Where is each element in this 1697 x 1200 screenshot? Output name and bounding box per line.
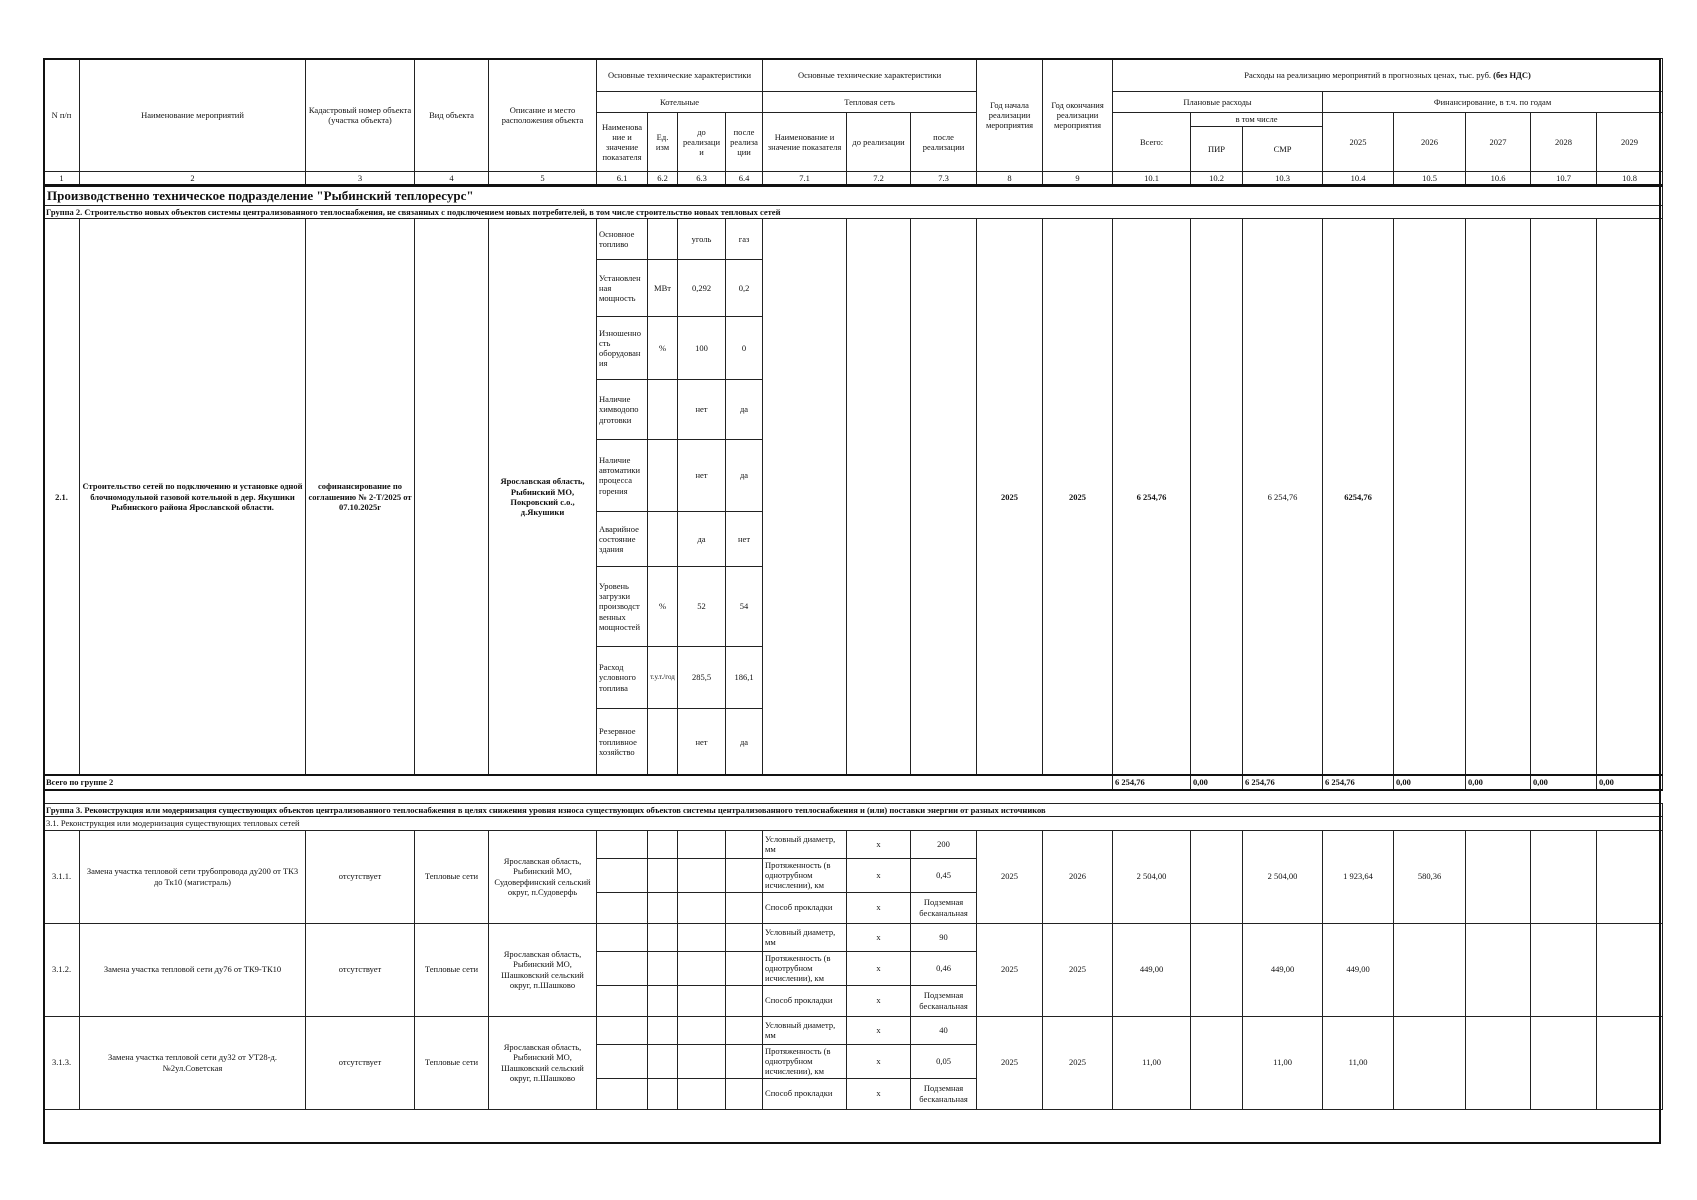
net-param-before: х <box>847 1016 911 1044</box>
param-name: Расход условного топлива <box>597 646 648 708</box>
header-description: Описание и место расположения объекта <box>489 59 597 172</box>
item-2028 <box>1531 830 1597 923</box>
net-param-name: Протяженность (в однотрубном исчислении), км <box>763 951 847 985</box>
net-param-after: Подземная бесканальная <box>911 985 977 1016</box>
net-param-before: х <box>847 858 911 892</box>
header-boiler-unit: Ед. изм <box>648 113 678 172</box>
boiler-before <box>678 1078 726 1109</box>
boiler-unit <box>648 858 678 892</box>
item-year-start: 2025 <box>977 830 1043 923</box>
item-2027 <box>1466 923 1531 1016</box>
item-total: 11,00 <box>1113 1016 1191 1109</box>
net-param-name: Условный диаметр, мм <box>763 923 847 951</box>
item-smr: 2 504,00 <box>1243 830 1323 923</box>
param-after: да <box>726 379 763 439</box>
net-param-after: Подземная бесканальная <box>911 892 977 923</box>
item-description: Ярославская область, Рыбинский МО, Судоверфинский сельский округ, п.Судоверфь <box>489 830 597 923</box>
param-name: Наличие автоматики процесса горения <box>597 439 648 511</box>
param-after: 54 <box>726 566 763 646</box>
section-title: Производственно техническое подразделение "Рыбинский теплоресурс" <box>44 186 1663 206</box>
boiler-param <box>597 1078 648 1109</box>
item-2-1-2025: 6254,76 <box>1323 218 1394 775</box>
item-pir <box>1191 923 1243 1016</box>
net-param-name: Условный диаметр, мм <box>763 830 847 858</box>
column-number: 10.4 <box>1323 172 1394 186</box>
boiler-param <box>597 1016 648 1044</box>
param-after: нет <box>726 511 763 566</box>
param-unit: т.у.т./год <box>648 646 678 708</box>
item-2-1-year-start: 2025 <box>977 218 1043 775</box>
boiler-after <box>726 1044 763 1078</box>
item-year-end: 2026 <box>1043 830 1113 923</box>
param-before: нет <box>678 708 726 775</box>
header-year-2028: 2028 <box>1531 113 1597 172</box>
boiler-before <box>678 830 726 858</box>
header-year-2027: 2027 <box>1466 113 1531 172</box>
table-row <box>44 923 1663 951</box>
item-2027 <box>1466 1016 1531 1109</box>
boiler-unit <box>648 985 678 1016</box>
header-financing: Финансирование, в т.ч. по годам <box>1323 92 1663 113</box>
boiler-after <box>726 830 763 858</box>
net-before <box>847 218 911 775</box>
net-param-after: 90 <box>911 923 977 951</box>
item-2026 <box>1394 923 1466 1016</box>
param-unit: % <box>648 316 678 379</box>
header-costs-text: Расходы на реализацию мероприятий в прогнозных ценах, тыс. руб. <box>1244 69 1492 80</box>
net-param-name: Протяженность (в однотрубном исчислении), км <box>763 1044 847 1078</box>
net-param-before: х <box>847 892 911 923</box>
group2-total-2028: 0,00 <box>1531 775 1597 789</box>
param-after: газ <box>726 218 763 259</box>
param-unit <box>648 218 678 259</box>
group3-subtitle: 3.1. Реконструкция или модернизация существующих тепловых сетей <box>44 817 1663 830</box>
param-after: да <box>726 708 763 775</box>
param-before: 52 <box>678 566 726 646</box>
item-2028 <box>1531 923 1597 1016</box>
item-cadastral: отсутствует <box>306 830 415 923</box>
param-unit <box>648 708 678 775</box>
param-name: Уровень загрузки производст венных мощностей <box>597 566 648 646</box>
item-2025: 11,00 <box>1323 1016 1394 1109</box>
net-param-before: х <box>847 923 911 951</box>
boiler-unit <box>648 1078 678 1109</box>
item-2-1-2028 <box>1531 218 1597 775</box>
group2-total-2026: 0,00 <box>1394 775 1466 789</box>
boiler-unit <box>648 892 678 923</box>
item-object-type: Тепловые сети <box>415 1016 489 1109</box>
item-total: 2 504,00 <box>1113 830 1191 923</box>
net-param-name: Способ прокладки <box>763 892 847 923</box>
param-before: 285,5 <box>678 646 726 708</box>
header-planned: Плановые расходы <box>1113 92 1323 113</box>
header-net-before: до реализации <box>847 113 911 172</box>
param-after: да <box>726 439 763 511</box>
header-costs <box>1113 59 1663 92</box>
item-2029 <box>1597 830 1663 923</box>
header-boiler-param: Наименова ние и значение показателя <box>597 113 648 172</box>
param-name: Наличие химводопо дготовки <box>597 379 648 439</box>
boiler-unit <box>648 830 678 858</box>
boiler-param <box>597 830 648 858</box>
param-unit: МВт <box>648 259 678 316</box>
param-unit: % <box>648 566 678 646</box>
boiler-param <box>597 985 648 1016</box>
net-param-after: 0,05 <box>911 1044 977 1078</box>
item-2-1-smr: 6 254,76 <box>1243 218 1323 775</box>
net-param-name: Способ прокладки <box>763 1078 847 1109</box>
item-cadastral: отсутствует <box>306 923 415 1016</box>
column-number: 10.1 <box>1113 172 1191 186</box>
item-2-1-2029 <box>1597 218 1663 775</box>
group2-total-2029: 0,00 <box>1597 775 1663 789</box>
boiler-after <box>726 858 763 892</box>
item-2026 <box>1394 1016 1466 1109</box>
header-n: N п/п <box>44 59 80 172</box>
boiler-before <box>678 1044 726 1078</box>
spacer-row <box>44 790 1663 804</box>
header-boiler-after: после реализа ции <box>726 113 763 172</box>
investment-program-sheet <box>43 58 1659 1142</box>
boiler-after <box>726 1078 763 1109</box>
item-name: Замена участка тепловой сети ду76 от ТК9-ТК10 <box>80 923 306 1016</box>
param-before: нет <box>678 439 726 511</box>
item-total: 449,00 <box>1113 923 1191 1016</box>
param-before: уголь <box>678 218 726 259</box>
item-object-type: Тепловые сети <box>415 830 489 923</box>
boiler-after <box>726 951 763 985</box>
item-pir <box>1191 830 1243 923</box>
column-number: 7.1 <box>763 172 847 186</box>
boiler-before <box>678 892 726 923</box>
param-name: Резервное топливное хозяйство <box>597 708 648 775</box>
table-row <box>44 1016 1663 1044</box>
header-pir: ПИР <box>1191 127 1243 172</box>
item-2-1-description: Ярославская область, Рыбинский МО, Покровский с.о., д.Якушики <box>489 218 597 775</box>
header-including: в том числе <box>1191 113 1323 127</box>
column-number: 10.8 <box>1597 172 1663 186</box>
net-param <box>763 218 847 775</box>
boiler-unit <box>648 951 678 985</box>
boiler-param <box>597 923 648 951</box>
item-smr: 11,00 <box>1243 1016 1323 1109</box>
net-param-name: Протяженность (в однотрубном исчислении), км <box>763 858 847 892</box>
param-name: Установлен ная мощность <box>597 259 648 316</box>
column-number: 5 <box>489 172 597 186</box>
param-after: 0 <box>726 316 763 379</box>
net-param-before: х <box>847 1044 911 1078</box>
group2-total-2027: 0,00 <box>1466 775 1531 789</box>
item-2-1-pir <box>1191 218 1243 775</box>
item-2029 <box>1597 923 1663 1016</box>
param-unit <box>648 379 678 439</box>
header-net-param: Наименование и значение показателя <box>763 113 847 172</box>
column-number: 3 <box>306 172 415 186</box>
param-unit <box>648 439 678 511</box>
item-2025: 1 923,64 <box>1323 830 1394 923</box>
group3-title: Группа 3. Реконструкция или модернизация существующих объектов централизованного теплоснабжения в целях снижения уровня износа существующих объектов системы централизованного теплоснабжения и (или) поставки энергии от разных источников <box>44 804 1663 817</box>
group2-total-label: Всего по группе 2 <box>44 775 1113 789</box>
group2-title: Группа 2. Строительство новых объектов системы централизованного теплоснабжения, не связанных с подключением новых потребителей, в том числе строительство новых тепловых сетей <box>44 205 1663 218</box>
item-2026: 580,36 <box>1394 830 1466 923</box>
param-before: да <box>678 511 726 566</box>
boiler-param <box>597 951 648 985</box>
item-2-1-total: 6 254,76 <box>1113 218 1191 775</box>
item-2-1-name: Строительство сетей по подключению и установке одной блочномодульной газовой котельной в дер. Якушики Рыбинского района Ярославской области. <box>80 218 306 775</box>
header-tech-chars-boilers: Основные технические характеристики <box>597 59 763 92</box>
item-n: 3.1.1. <box>44 830 80 923</box>
header-year-2025: 2025 <box>1323 113 1394 172</box>
column-numbers-row <box>44 172 1663 186</box>
table-row <box>44 830 1663 858</box>
boiler-before <box>678 951 726 985</box>
group2-total-smr: 6 254,76 <box>1243 775 1323 789</box>
header-smr: СМР <box>1243 127 1323 172</box>
header-year-2029: 2029 <box>1597 113 1663 172</box>
item-n: 3.1.3. <box>44 1016 80 1109</box>
column-number: 6.1 <box>597 172 648 186</box>
param-before: 0,292 <box>678 259 726 316</box>
param-name: Изношенно сть оборудован ия <box>597 316 648 379</box>
net-param-after: 0,46 <box>911 951 977 985</box>
group2-total-pir: 0,00 <box>1191 775 1243 789</box>
header-total: Всего: <box>1113 113 1191 172</box>
column-number: 10.2 <box>1191 172 1243 186</box>
item-2028 <box>1531 1016 1597 1109</box>
boiler-before <box>678 923 726 951</box>
item-2025: 449,00 <box>1323 923 1394 1016</box>
column-number: 7.3 <box>911 172 977 186</box>
column-number: 10.3 <box>1243 172 1323 186</box>
item-pir <box>1191 1016 1243 1109</box>
item-name: Замена участка тепловой сети трубопровода ду200 от ТК3 до Тк10 (магистраль) <box>80 830 306 923</box>
item-year-start: 2025 <box>977 1016 1043 1109</box>
param-after: 186,1 <box>726 646 763 708</box>
net-param-name: Условный диаметр, мм <box>763 1016 847 1044</box>
item-year-end: 2025 <box>1043 1016 1113 1109</box>
param-before: 100 <box>678 316 726 379</box>
column-number: 6.4 <box>726 172 763 186</box>
column-number: 1 <box>44 172 80 186</box>
header-boilers: Котельные <box>597 92 763 113</box>
net-after <box>911 218 977 775</box>
net-param-before: х <box>847 830 911 858</box>
item-2-1-2027 <box>1466 218 1531 775</box>
header-heat-network: Тепловая сеть <box>763 92 977 113</box>
item-2-1-object-type <box>415 218 489 775</box>
net-param-after: Подземная бесканальная <box>911 1078 977 1109</box>
boiler-before <box>678 858 726 892</box>
net-param-before: х <box>847 1078 911 1109</box>
param-name: Аварийное состояние здания <box>597 511 648 566</box>
column-number: 2 <box>80 172 306 186</box>
header-name: Наименование мероприятий <box>80 59 306 172</box>
column-number: 6.2 <box>648 172 678 186</box>
column-number: 8 <box>977 172 1043 186</box>
item-cadastral: отсутствует <box>306 1016 415 1109</box>
param-before: нет <box>678 379 726 439</box>
item-2-1-year-end: 2025 <box>1043 218 1113 775</box>
column-number: 10.5 <box>1394 172 1466 186</box>
net-param-before: х <box>847 985 911 1016</box>
group3-items <box>44 830 1663 1109</box>
item-2-1-2026 <box>1394 218 1466 775</box>
header-year-2026: 2026 <box>1394 113 1466 172</box>
header-cadastral: Кадастровый номер объекта (участка объекта) <box>306 59 415 172</box>
boiler-after <box>726 892 763 923</box>
column-number: 9 <box>1043 172 1113 186</box>
item-year-start: 2025 <box>977 923 1043 1016</box>
net-param-name: Способ прокладки <box>763 985 847 1016</box>
measures-table <box>43 58 1663 1110</box>
group2-total-2025: 6 254,76 <box>1323 775 1394 789</box>
boiler-after <box>726 985 763 1016</box>
item-name: Замена участка тепловой сети ду32 от УТ28-д.№2ул.Советская <box>80 1016 306 1109</box>
boiler-after <box>726 1016 763 1044</box>
param-name: Основное топливо <box>597 218 648 259</box>
boiler-before <box>678 985 726 1016</box>
header-net-after: после реализации <box>911 113 977 172</box>
net-param-before: х <box>847 951 911 985</box>
header-costs-vat: (без НДС) <box>1493 69 1531 80</box>
boiler-param <box>597 892 648 923</box>
net-param-after: 40 <box>911 1016 977 1044</box>
item-smr: 449,00 <box>1243 923 1323 1016</box>
column-number: 6.3 <box>678 172 726 186</box>
param-unit <box>648 511 678 566</box>
column-number: 10.7 <box>1531 172 1597 186</box>
boiler-before <box>678 1016 726 1044</box>
item-2-1-cadastral: софинансирование по соглашению № 2-Т/2025 от 07.10.2025г <box>306 218 415 775</box>
net-param-after: 0,45 <box>911 858 977 892</box>
item-description: Ярославская область, Рыбинский МО, Шашковский сельский округ, п.Шашково <box>489 923 597 1016</box>
column-number: 10.6 <box>1466 172 1531 186</box>
boiler-after <box>726 923 763 951</box>
header-year-end: Год окончания реализации мероприятия <box>1043 59 1113 172</box>
column-number: 7.2 <box>847 172 911 186</box>
boiler-unit <box>648 923 678 951</box>
item-object-type: Тепловые сети <box>415 923 489 1016</box>
boiler-unit <box>648 1044 678 1078</box>
param-after: 0,2 <box>726 259 763 316</box>
header-boiler-before: до реализаци и <box>678 113 726 172</box>
boiler-param <box>597 1044 648 1078</box>
column-number: 4 <box>415 172 489 186</box>
net-param-after: 200 <box>911 830 977 858</box>
header-tech-chars-network: Основные технические характеристики <box>763 59 977 92</box>
group2-total-all: 6 254,76 <box>1113 775 1191 789</box>
boiler-unit <box>648 1016 678 1044</box>
item-2029 <box>1597 1016 1663 1109</box>
header-year-start: Год начала реализации мероприятия <box>977 59 1043 172</box>
item-year-end: 2025 <box>1043 923 1113 1016</box>
item-description: Ярославская область, Рыбинский МО, Шашковский сельский округ, п.Шашково <box>489 1016 597 1109</box>
item-2027 <box>1466 830 1531 923</box>
boiler-param <box>597 858 648 892</box>
item-2-1-n: 2.1. <box>44 218 80 775</box>
item-n: 3.1.2. <box>44 923 80 1016</box>
header-object-type: Вид объекта <box>415 59 489 172</box>
